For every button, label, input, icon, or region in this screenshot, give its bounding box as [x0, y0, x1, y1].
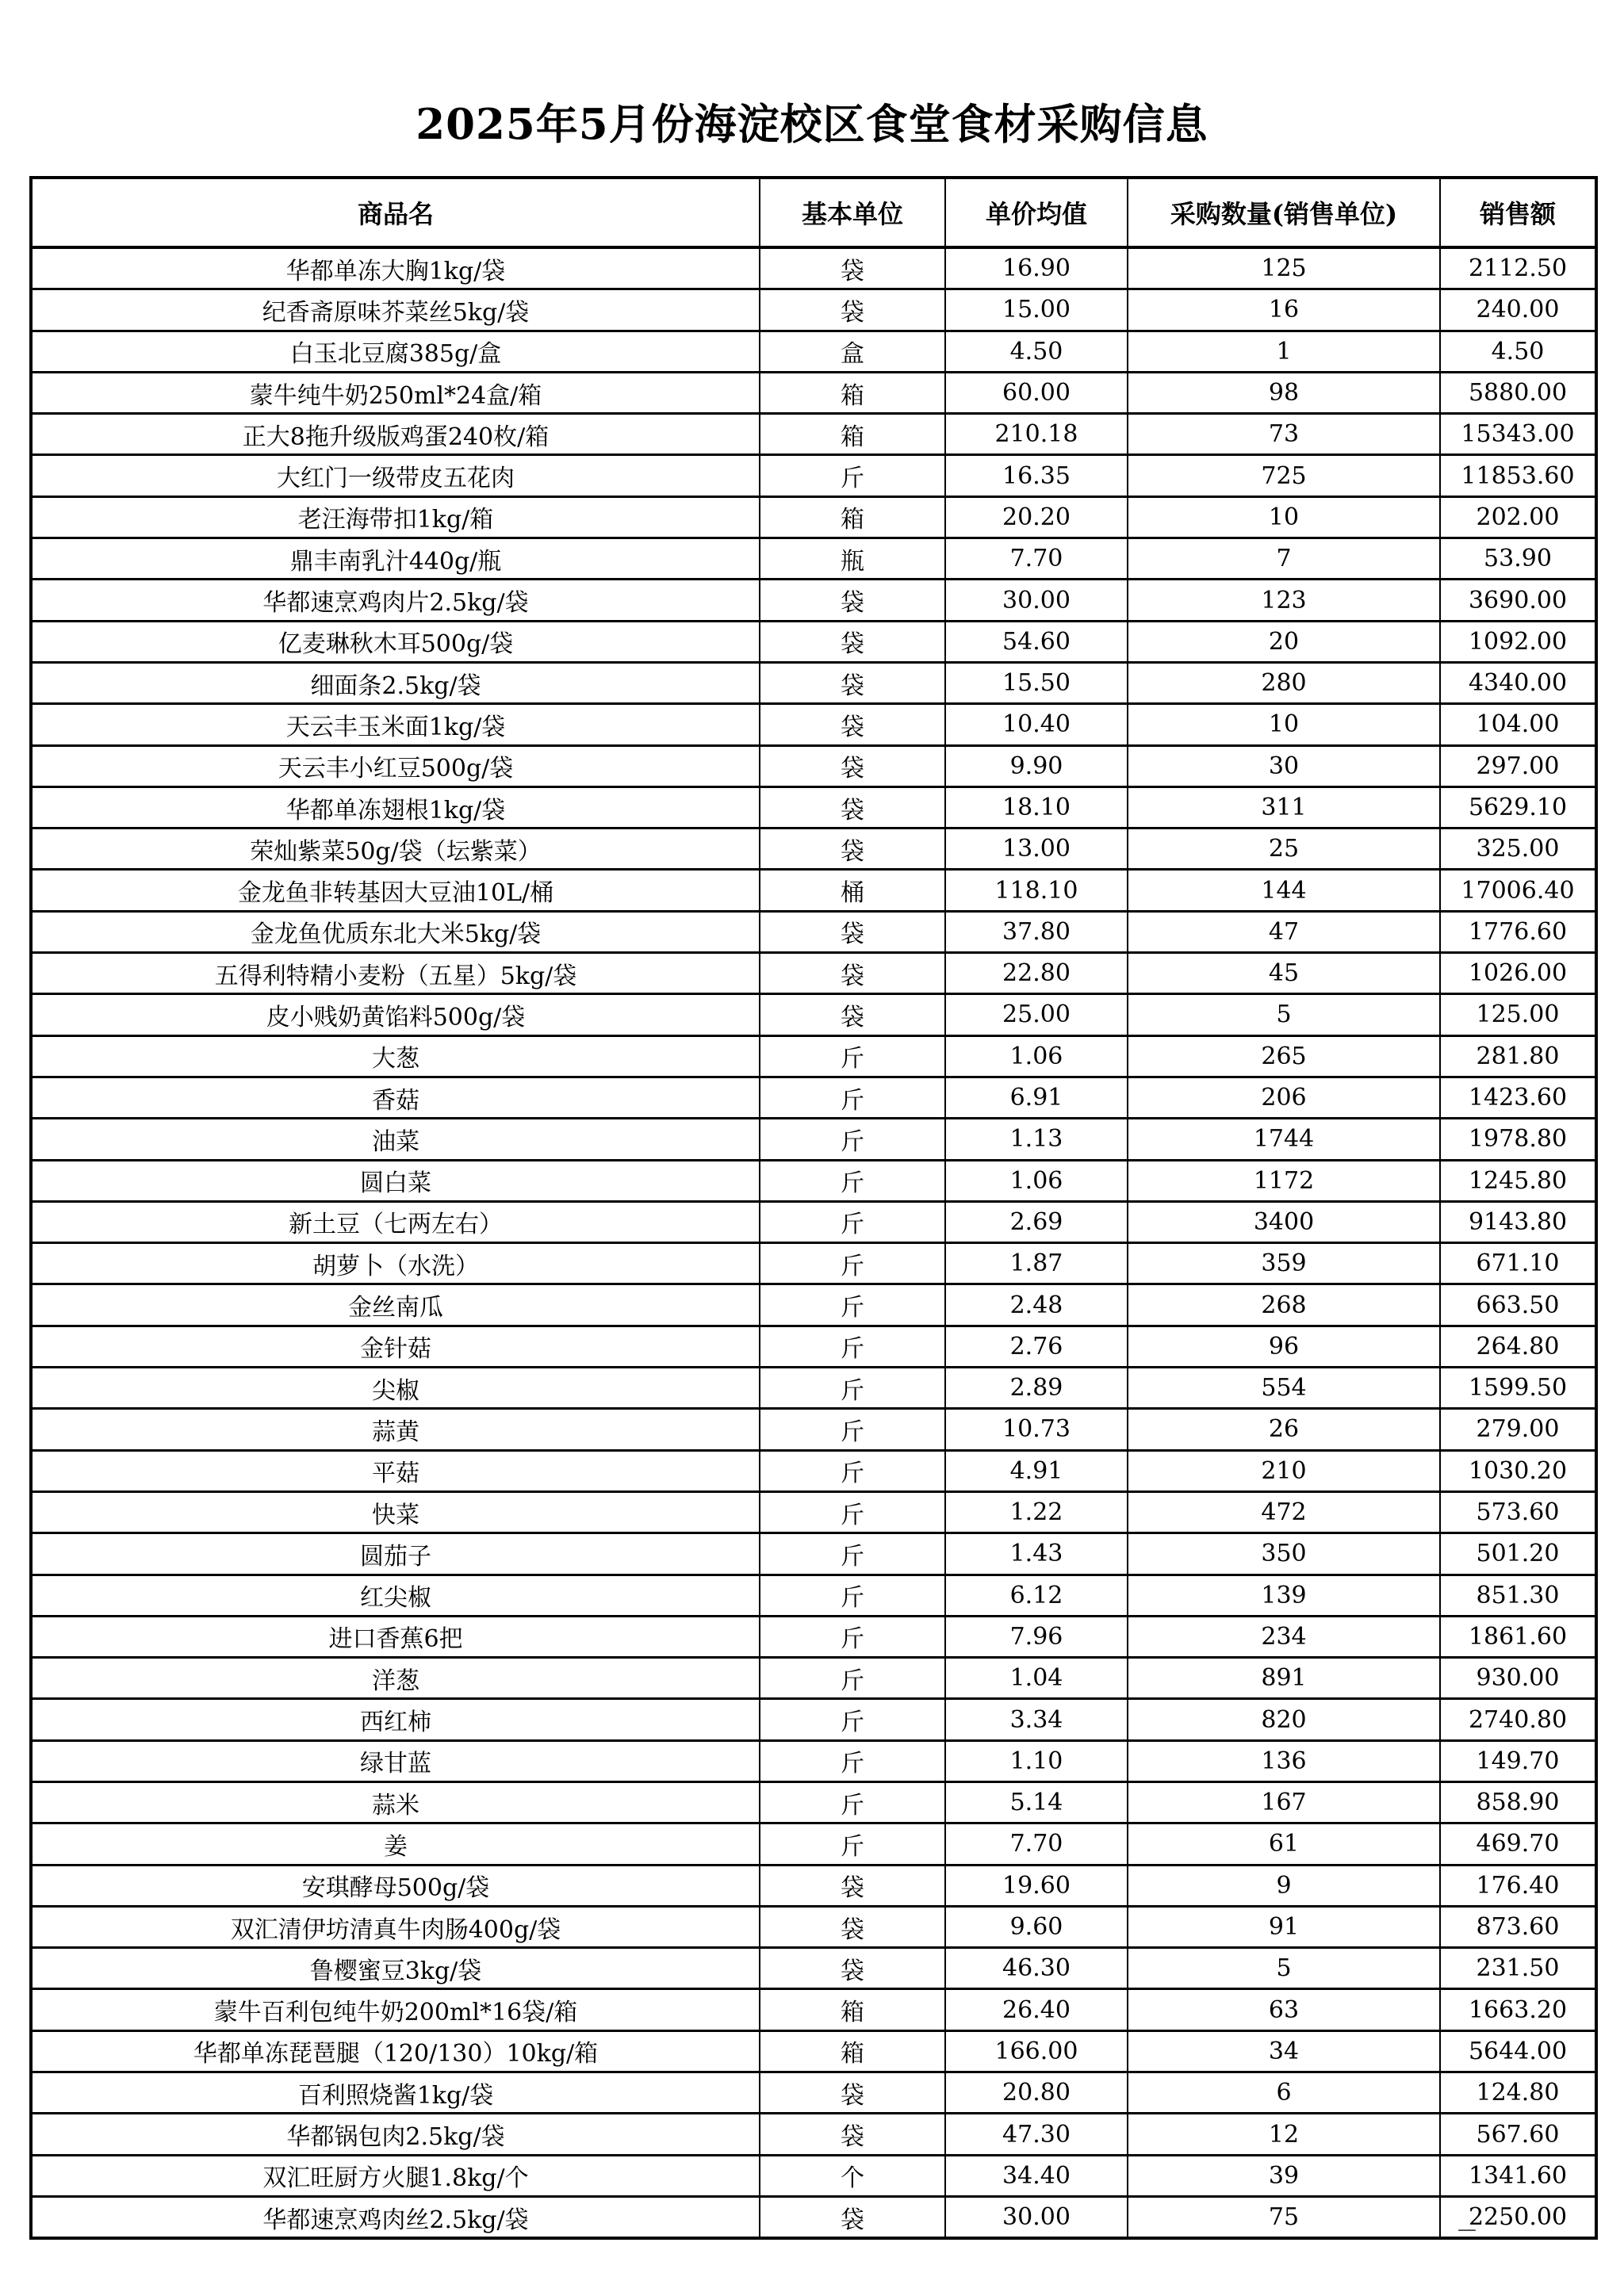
cell-sales-amount: 149.70 [1440, 1740, 1596, 1781]
cell-product-name: 双汇旺厨方火腿1.8kg/个 [31, 2155, 760, 2196]
cell-basic-unit: 袋 [760, 662, 945, 703]
cell-purchase-qty: 5 [1128, 1948, 1440, 1989]
table-row [31, 911, 1596, 952]
cell-sales-amount: 2250.00 [1440, 2196, 1596, 2238]
table-row [31, 1035, 1596, 1077]
cell-sales-amount: 1341.60 [1440, 2155, 1596, 2196]
cell-purchase-qty: 891 [1128, 1658, 1440, 1699]
cell-purchase-qty: 12 [1128, 2114, 1440, 2155]
cell-purchase-qty: 123 [1128, 580, 1440, 621]
cell-avg-unit-price: 1.13 [945, 1119, 1128, 1160]
cell-sales-amount: 1245.80 [1440, 1160, 1596, 1201]
table-row [31, 828, 1596, 870]
cell-sales-amount: 663.50 [1440, 1284, 1596, 1326]
cell-basic-unit: 袋 [760, 1948, 945, 1989]
table-row [31, 1326, 1596, 1367]
cell-avg-unit-price: 20.20 [945, 496, 1128, 538]
cell-sales-amount: 279.00 [1440, 1409, 1596, 1450]
cell-basic-unit: 盒 [760, 331, 945, 372]
cell-product-name: 快菜 [31, 1491, 760, 1533]
cell-sales-amount: 573.60 [1440, 1491, 1596, 1533]
table-row [31, 786, 1596, 828]
cell-purchase-qty: 268 [1128, 1284, 1440, 1326]
cell-avg-unit-price: 25.00 [945, 994, 1128, 1035]
cell-basic-unit: 袋 [760, 994, 945, 1035]
cell-product-name: 大葱 [31, 1035, 760, 1077]
cell-avg-unit-price: 37.80 [945, 911, 1128, 952]
cell-sales-amount: 671.10 [1440, 1243, 1596, 1284]
cell-purchase-qty: 359 [1128, 1243, 1440, 1284]
cell-avg-unit-price: 1.10 [945, 1740, 1128, 1781]
cell-sales-amount: 858.90 [1440, 1781, 1596, 1823]
table-row [31, 994, 1596, 1035]
cell-avg-unit-price: 2.89 [945, 1368, 1128, 1409]
cell-avg-unit-price: 16.90 [945, 247, 1128, 289]
cell-purchase-qty: 5 [1128, 994, 1440, 1035]
cell-sales-amount: 501.20 [1440, 1533, 1596, 1575]
cell-purchase-qty: 1172 [1128, 1160, 1440, 1201]
cell-sales-amount: 104.00 [1440, 704, 1596, 745]
cell-basic-unit: 斤 [760, 1658, 945, 1699]
table-row [31, 1201, 1596, 1242]
cell-purchase-qty: 26 [1128, 1409, 1440, 1450]
cell-sales-amount: 1861.60 [1440, 1616, 1596, 1657]
table-row [31, 1906, 1596, 1947]
cell-purchase-qty: 311 [1128, 786, 1440, 828]
table-row [31, 247, 1596, 289]
cell-sales-amount: 930.00 [1440, 1658, 1596, 1699]
cell-basic-unit: 袋 [760, 911, 945, 952]
cell-sales-amount: 9143.80 [1440, 1201, 1596, 1242]
cell-sales-amount: 125.00 [1440, 994, 1596, 1035]
cell-purchase-qty: 139 [1128, 1575, 1440, 1616]
cell-sales-amount: 202.00 [1440, 496, 1596, 538]
cell-product-name: 圆茄子 [31, 1533, 760, 1575]
cell-basic-unit: 斤 [760, 1368, 945, 1409]
cell-purchase-qty: 265 [1128, 1035, 1440, 1077]
cell-purchase-qty: 9 [1128, 1865, 1440, 1906]
cell-avg-unit-price: 15.00 [945, 289, 1128, 331]
table-row [31, 1989, 1596, 2030]
cell-avg-unit-price: 30.00 [945, 2196, 1128, 2238]
cell-avg-unit-price: 1.22 [945, 1491, 1128, 1533]
cell-avg-unit-price: 4.50 [945, 331, 1128, 372]
cell-avg-unit-price: 5.14 [945, 1781, 1128, 1823]
table-row [31, 704, 1596, 745]
cell-product-name: 华都单冻琵琶腿（120/130）10kg/箱 [31, 2030, 760, 2072]
cell-product-name: 正大8拖升级版鸡蛋240枚/箱 [31, 414, 760, 455]
cell-purchase-qty: 73 [1128, 414, 1440, 455]
cell-sales-amount: 4.50 [1440, 331, 1596, 372]
cell-basic-unit: 袋 [760, 828, 945, 870]
table-row [31, 1450, 1596, 1491]
cell-purchase-qty: 167 [1128, 1781, 1440, 1823]
cell-sales-amount: 2740.80 [1440, 1699, 1596, 1740]
cell-purchase-qty: 206 [1128, 1077, 1440, 1118]
cell-basic-unit: 袋 [760, 1906, 945, 1947]
cell-sales-amount: 240.00 [1440, 289, 1596, 331]
cell-sales-amount: 1599.50 [1440, 1368, 1596, 1409]
cell-avg-unit-price: 166.00 [945, 2030, 1128, 2072]
cell-basic-unit: 斤 [760, 1326, 945, 1367]
cell-avg-unit-price: 7.70 [945, 538, 1128, 580]
cell-purchase-qty: 16 [1128, 289, 1440, 331]
cell-sales-amount: 264.80 [1440, 1326, 1596, 1367]
cell-product-name: 新土豆（七两左右） [31, 1201, 760, 1242]
cell-sales-amount: 3690.00 [1440, 580, 1596, 621]
cell-basic-unit: 箱 [760, 372, 945, 413]
cell-sales-amount: 1030.20 [1440, 1450, 1596, 1491]
cell-product-name: 金龙鱼优质东北大米5kg/袋 [31, 911, 760, 952]
cell-avg-unit-price: 9.60 [945, 1906, 1128, 1947]
cell-purchase-qty: 144 [1128, 870, 1440, 911]
table-row [31, 496, 1596, 538]
cell-basic-unit: 桶 [760, 870, 945, 911]
cell-avg-unit-price: 13.00 [945, 828, 1128, 870]
cell-product-name: 安琪酵母500g/袋 [31, 1865, 760, 1906]
cell-sales-amount: 176.40 [1440, 1865, 1596, 1906]
cell-avg-unit-price: 20.80 [945, 2072, 1128, 2114]
cell-basic-unit: 斤 [760, 1243, 945, 1284]
cell-basic-unit: 袋 [760, 2114, 945, 2155]
cell-sales-amount: 53.90 [1440, 538, 1596, 580]
table-row [31, 662, 1596, 703]
table-row [31, 580, 1596, 621]
table-row [31, 414, 1596, 455]
cell-sales-amount: 5880.00 [1440, 372, 1596, 413]
cell-avg-unit-price: 18.10 [945, 786, 1128, 828]
cell-product-name: 荣灿紫菜50g/袋（坛紫菜） [31, 828, 760, 870]
cell-avg-unit-price: 7.96 [945, 1616, 1128, 1657]
table-header-row [31, 178, 1596, 247]
cell-product-name: 姜 [31, 1823, 760, 1865]
cell-product-name: 蒙牛纯牛奶250ml*24盒/箱 [31, 372, 760, 413]
column-header-basic-unit: 基本单位 [760, 178, 945, 247]
cell-product-name: 华都速烹鸡肉丝2.5kg/袋 [31, 2196, 760, 2238]
cell-product-name: 细面条2.5kg/袋 [31, 662, 760, 703]
table-row [31, 1865, 1596, 1906]
cell-avg-unit-price: 2.48 [945, 1284, 1128, 1326]
cell-purchase-qty: 20 [1128, 621, 1440, 662]
cell-product-name: 尖椒 [31, 1368, 760, 1409]
cell-basic-unit: 袋 [760, 580, 945, 621]
cell-sales-amount: 469.70 [1440, 1823, 1596, 1865]
cell-purchase-qty: 234 [1128, 1616, 1440, 1657]
cell-basic-unit: 斤 [760, 1616, 945, 1657]
table-body [31, 247, 1596, 2238]
cell-purchase-qty: 472 [1128, 1491, 1440, 1533]
column-header-avg-unit-price: 单价均值 [945, 178, 1128, 247]
cell-basic-unit: 袋 [760, 1865, 945, 1906]
cell-avg-unit-price: 19.60 [945, 1865, 1128, 1906]
table-row [31, 745, 1596, 786]
table-row [31, 1740, 1596, 1781]
cell-sales-amount: 567.60 [1440, 2114, 1596, 2155]
cell-product-name: 华都单冻翅根1kg/袋 [31, 786, 760, 828]
cell-purchase-qty: 10 [1128, 496, 1440, 538]
table-row [31, 372, 1596, 413]
cell-basic-unit: 斤 [760, 1119, 945, 1160]
cell-purchase-qty: 30 [1128, 745, 1440, 786]
cell-basic-unit: 斤 [760, 455, 945, 496]
cell-basic-unit: 斤 [760, 1740, 945, 1781]
cell-avg-unit-price: 1.43 [945, 1533, 1128, 1575]
cell-sales-amount: 851.30 [1440, 1575, 1596, 1616]
cell-sales-amount: 17006.40 [1440, 870, 1596, 911]
cell-product-name: 香菇 [31, 1077, 760, 1118]
table-row [31, 1160, 1596, 1201]
cell-sales-amount: 1663.20 [1440, 1989, 1596, 2030]
cell-basic-unit: 袋 [760, 745, 945, 786]
cell-product-name: 华都锅包肉2.5kg/袋 [31, 2114, 760, 2155]
cell-avg-unit-price: 60.00 [945, 372, 1128, 413]
column-header-purchase-qty: 采购数量(销售单位) [1128, 178, 1440, 247]
table-row [31, 621, 1596, 662]
cell-product-name: 进口香蕉6把 [31, 1616, 760, 1657]
cell-basic-unit: 袋 [760, 786, 945, 828]
cell-purchase-qty: 91 [1128, 1906, 1440, 1947]
cell-purchase-qty: 47 [1128, 911, 1440, 952]
cell-purchase-qty: 280 [1128, 662, 1440, 703]
page-title: 2025年5月份海淀校区食堂食材采购信息 [416, 100, 1208, 149]
table-row [31, 1575, 1596, 1616]
cell-product-name: 圆白菜 [31, 1160, 760, 1201]
cell-product-name: 老汪海带扣1kg/箱 [31, 496, 760, 538]
table-row [31, 1409, 1596, 1450]
cell-product-name: 百利照烧酱1kg/袋 [31, 2072, 760, 2114]
cell-sales-amount: 1026.00 [1440, 953, 1596, 994]
cell-purchase-qty: 6 [1128, 2072, 1440, 2114]
cell-sales-amount: 1978.80 [1440, 1119, 1596, 1160]
cell-product-name: 蒜黄 [31, 1409, 760, 1450]
cell-avg-unit-price: 210.18 [945, 414, 1128, 455]
cell-product-name: 天云丰小红豆500g/袋 [31, 745, 760, 786]
cell-purchase-qty: 1744 [1128, 1119, 1440, 1160]
cell-product-name: 蒙牛百利包纯牛奶200ml*16袋/箱 [31, 1989, 760, 2030]
cell-purchase-qty: 1 [1128, 331, 1440, 372]
cell-avg-unit-price: 2.69 [945, 1201, 1128, 1242]
cell-avg-unit-price: 34.40 [945, 2155, 1128, 2196]
cell-avg-unit-price: 6.91 [945, 1077, 1128, 1118]
cell-purchase-qty: 25 [1128, 828, 1440, 870]
cell-basic-unit: 袋 [760, 2072, 945, 2114]
cell-product-name: 白玉北豆腐385g/盒 [31, 331, 760, 372]
cell-sales-amount: 1092.00 [1440, 621, 1596, 662]
cell-sales-amount: 281.80 [1440, 1035, 1596, 1077]
cell-sales-amount: 5629.10 [1440, 786, 1596, 828]
cell-sales-amount: 1776.60 [1440, 911, 1596, 952]
table-row [31, 2196, 1596, 2238]
cell-basic-unit: 袋 [760, 953, 945, 994]
column-header-product-name: 商品名 [31, 178, 760, 247]
cell-basic-unit: 箱 [760, 496, 945, 538]
cell-sales-amount: 11853.60 [1440, 455, 1596, 496]
cell-basic-unit: 个 [760, 2155, 945, 2196]
cell-product-name: 胡萝卜（水洗） [31, 1243, 760, 1284]
cell-purchase-qty: 61 [1128, 1823, 1440, 1865]
cell-purchase-qty: 96 [1128, 1326, 1440, 1367]
cell-basic-unit: 斤 [760, 1491, 945, 1533]
cell-purchase-qty: 125 [1128, 247, 1440, 289]
cell-sales-amount: 297.00 [1440, 745, 1596, 786]
cell-basic-unit: 斤 [760, 1575, 945, 1616]
cell-basic-unit: 袋 [760, 621, 945, 662]
table-row [31, 1948, 1596, 1989]
cell-basic-unit: 袋 [760, 247, 945, 289]
table-row [31, 1823, 1596, 1865]
cell-product-name: 五得利特精小麦粉（五星）5kg/袋 [31, 953, 760, 994]
cell-product-name: 蒜米 [31, 1781, 760, 1823]
cell-avg-unit-price: 30.00 [945, 580, 1128, 621]
cell-sales-amount: 2112.50 [1440, 247, 1596, 289]
cell-avg-unit-price: 46.30 [945, 1948, 1128, 1989]
cell-basic-unit: 斤 [760, 1450, 945, 1491]
cell-avg-unit-price: 22.80 [945, 953, 1128, 994]
page-footer-mark: — [1457, 2218, 1477, 2241]
cell-avg-unit-price: 6.12 [945, 1575, 1128, 1616]
cell-purchase-qty: 75 [1128, 2196, 1440, 2238]
cell-avg-unit-price: 9.90 [945, 745, 1128, 786]
table-row [31, 1077, 1596, 1118]
table-row [31, 1368, 1596, 1409]
cell-basic-unit: 箱 [760, 1989, 945, 2030]
cell-basic-unit: 斤 [760, 1823, 945, 1865]
cell-avg-unit-price: 47.30 [945, 2114, 1128, 2155]
cell-basic-unit: 袋 [760, 704, 945, 745]
cell-product-name: 平菇 [31, 1450, 760, 1491]
table-row [31, 1658, 1596, 1699]
cell-product-name: 金针菇 [31, 1326, 760, 1367]
cell-product-name: 大红门一级带皮五花肉 [31, 455, 760, 496]
column-header-sales-amount: 销售额 [1440, 178, 1596, 247]
cell-avg-unit-price: 10.73 [945, 1409, 1128, 1450]
table-row [31, 289, 1596, 331]
cell-product-name: 纪香斋原味芥菜丝5kg/袋 [31, 289, 760, 331]
cell-basic-unit: 斤 [760, 1409, 945, 1450]
table-row [31, 1119, 1596, 1160]
cell-avg-unit-price: 1.04 [945, 1658, 1128, 1699]
cell-purchase-qty: 98 [1128, 372, 1440, 413]
cell-basic-unit: 斤 [760, 1533, 945, 1575]
cell-product-name: 油菜 [31, 1119, 760, 1160]
cell-product-name: 绿甘蓝 [31, 1740, 760, 1781]
cell-purchase-qty: 725 [1128, 455, 1440, 496]
cell-avg-unit-price: 1.87 [945, 1243, 1128, 1284]
cell-product-name: 洋葱 [31, 1658, 760, 1699]
cell-basic-unit: 斤 [760, 1699, 945, 1740]
table-row [31, 2155, 1596, 2196]
cell-basic-unit: 袋 [760, 2196, 945, 2238]
cell-purchase-qty: 7 [1128, 538, 1440, 580]
cell-avg-unit-price: 1.06 [945, 1035, 1128, 1077]
cell-purchase-qty: 39 [1128, 2155, 1440, 2196]
cell-product-name: 红尖椒 [31, 1575, 760, 1616]
cell-product-name: 华都速烹鸡肉片2.5kg/袋 [31, 580, 760, 621]
cell-product-name: 皮小贱奶黄馅料500g/袋 [31, 994, 760, 1035]
cell-purchase-qty: 63 [1128, 1989, 1440, 2030]
table-row [31, 953, 1596, 994]
cell-avg-unit-price: 1.06 [945, 1160, 1128, 1201]
procurement-table [29, 176, 1598, 2240]
cell-basic-unit: 箱 [760, 2030, 945, 2072]
table-row [31, 538, 1596, 580]
cell-avg-unit-price: 54.60 [945, 621, 1128, 662]
cell-basic-unit: 箱 [760, 414, 945, 455]
cell-basic-unit: 斤 [760, 1035, 945, 1077]
cell-avg-unit-price: 10.40 [945, 704, 1128, 745]
cell-product-name: 天云丰玉米面1kg/袋 [31, 704, 760, 745]
table-row [31, 1491, 1596, 1533]
cell-avg-unit-price: 2.76 [945, 1326, 1128, 1367]
cell-sales-amount: 15343.00 [1440, 414, 1596, 455]
cell-basic-unit: 斤 [760, 1781, 945, 1823]
cell-product-name: 华都单冻大胸1kg/袋 [31, 247, 760, 289]
cell-basic-unit: 袋 [760, 289, 945, 331]
cell-sales-amount: 5644.00 [1440, 2030, 1596, 2072]
cell-avg-unit-price: 15.50 [945, 662, 1128, 703]
cell-basic-unit: 斤 [760, 1284, 945, 1326]
cell-product-name: 金龙鱼非转基因大豆油10L/桶 [31, 870, 760, 911]
cell-sales-amount: 4340.00 [1440, 662, 1596, 703]
cell-purchase-qty: 136 [1128, 1740, 1440, 1781]
cell-basic-unit: 斤 [760, 1201, 945, 1242]
cell-purchase-qty: 10 [1128, 704, 1440, 745]
cell-avg-unit-price: 3.34 [945, 1699, 1128, 1740]
table-row [31, 1699, 1596, 1740]
table-row [31, 1781, 1596, 1823]
cell-product-name: 西红柿 [31, 1699, 760, 1740]
cell-product-name: 鲁樱蜜豆3kg/袋 [31, 1948, 760, 1989]
table-row [31, 1284, 1596, 1326]
table-row [31, 1616, 1596, 1657]
cell-sales-amount: 1423.60 [1440, 1077, 1596, 1118]
table-row [31, 870, 1596, 911]
table-row [31, 331, 1596, 372]
cell-purchase-qty: 34 [1128, 2030, 1440, 2072]
cell-product-name: 金丝南瓜 [31, 1284, 760, 1326]
cell-purchase-qty: 3400 [1128, 1201, 1440, 1242]
cell-avg-unit-price: 7.70 [945, 1823, 1128, 1865]
cell-basic-unit: 斤 [760, 1160, 945, 1201]
cell-product-name: 亿麦琳秋木耳500g/袋 [31, 621, 760, 662]
cell-purchase-qty: 210 [1128, 1450, 1440, 1491]
cell-sales-amount: 124.80 [1440, 2072, 1596, 2114]
table-row [31, 1533, 1596, 1575]
table-row [31, 2030, 1596, 2072]
cell-basic-unit: 斤 [760, 1077, 945, 1118]
cell-purchase-qty: 45 [1128, 953, 1440, 994]
cell-purchase-qty: 820 [1128, 1699, 1440, 1740]
cell-basic-unit: 瓶 [760, 538, 945, 580]
cell-purchase-qty: 350 [1128, 1533, 1440, 1575]
table-row [31, 2114, 1596, 2155]
cell-sales-amount: 325.00 [1440, 828, 1596, 870]
cell-avg-unit-price: 118.10 [945, 870, 1128, 911]
cell-purchase-qty: 554 [1128, 1368, 1440, 1409]
cell-sales-amount: 873.60 [1440, 1906, 1596, 1947]
cell-avg-unit-price: 4.91 [945, 1450, 1128, 1491]
cell-avg-unit-price: 26.40 [945, 1989, 1128, 2030]
cell-sales-amount: 231.50 [1440, 1948, 1596, 1989]
table-row [31, 455, 1596, 496]
cell-product-name: 双汇清伊坊清真牛肉肠400g/袋 [31, 1906, 760, 1947]
table-row [31, 1243, 1596, 1284]
cell-avg-unit-price: 16.35 [945, 455, 1128, 496]
cell-product-name: 鼎丰南乳汁440g/瓶 [31, 538, 760, 580]
table-row [31, 2072, 1596, 2114]
